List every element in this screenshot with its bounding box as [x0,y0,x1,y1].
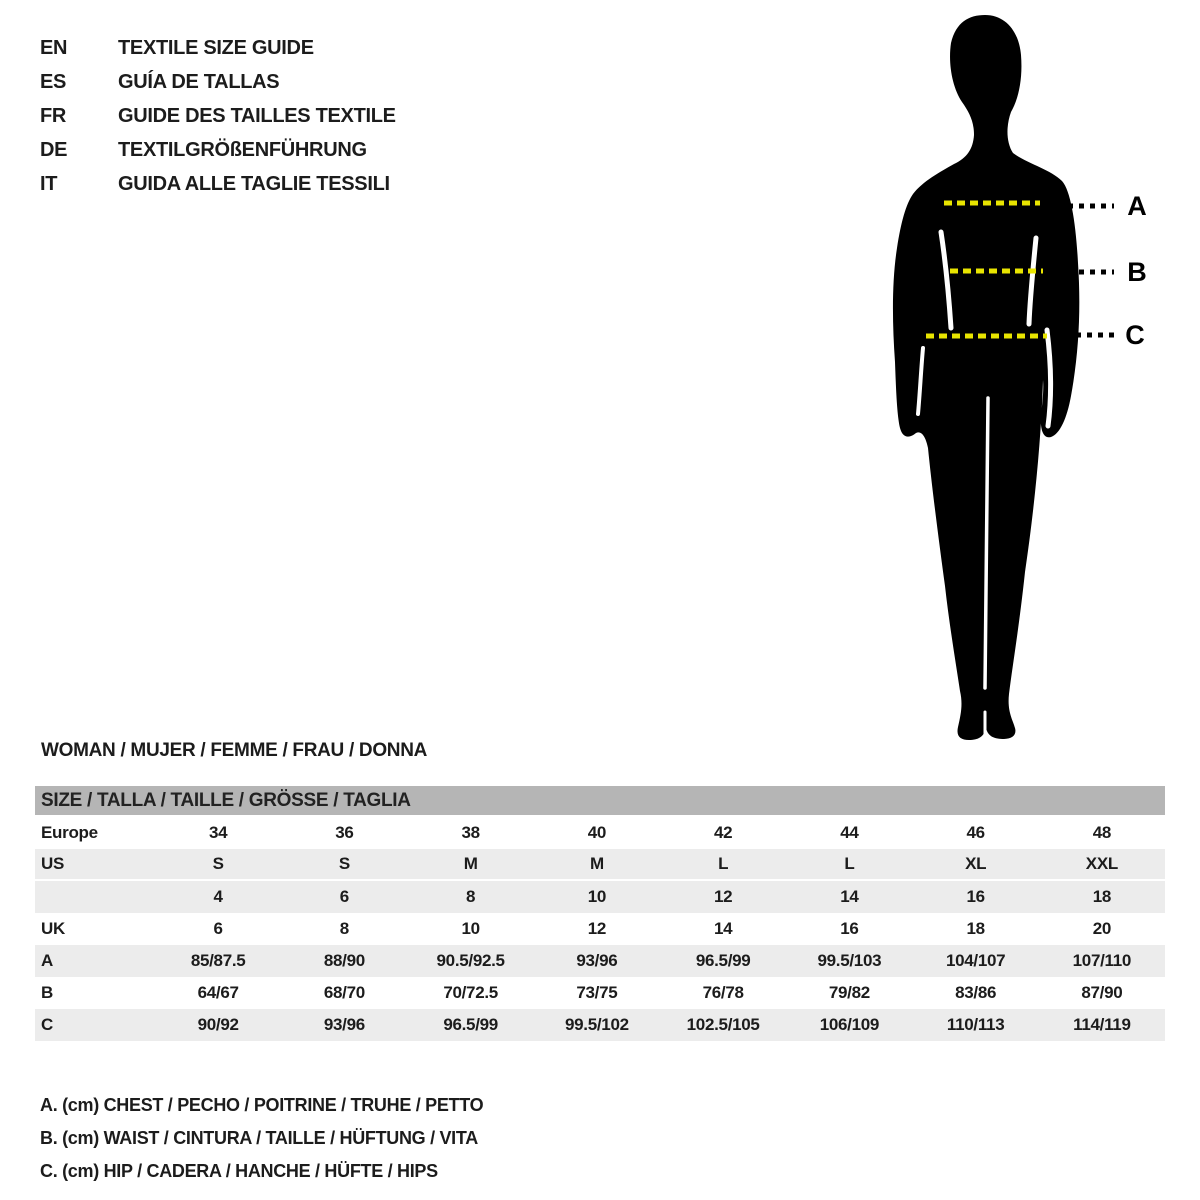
row-label: Europe [41,823,98,842]
table-cell: 88/90 [323,951,365,970]
table-cell: 40 [587,823,607,842]
table-cell: 99.5/102 [564,1015,629,1034]
table-cell: 83/86 [955,983,997,1002]
table-cell: 79/82 [828,983,870,1002]
language-code: ES [40,71,67,93]
table-row-us-letter [35,849,1165,881]
table-cell: 38 [461,823,480,842]
table-cell: 110/113 [946,1015,1005,1034]
waist-label: B [1127,257,1147,287]
table-cell: 6 [339,887,349,906]
chest-label: A [1127,191,1147,221]
table-cell: S [338,854,350,873]
language-title: GUIDA ALLE TAGLIE TESSILI [118,173,390,195]
table-cell: 73/75 [576,983,618,1002]
row-label: A [41,951,53,970]
language-title: GUÍA DE TALLAS [118,71,280,93]
table-cell: 42 [713,823,733,842]
row-label: C [41,1015,53,1034]
language-code: IT [40,173,58,195]
table-cell: 102.5/105 [686,1015,760,1034]
table-cell: 96.5/99 [695,951,751,970]
table-cell: XXL [1085,854,1118,873]
size-table [35,786,1165,1041]
table-cell: 96.5/99 [443,1015,498,1034]
table-cell: 8 [466,887,476,906]
table-cell: 12 [713,887,733,906]
language-title: TEXTILGRÖßENFÜHRUNG [118,139,367,161]
row-label: US [41,854,65,873]
table-row-us-number [35,881,1165,913]
table-cell: 12 [587,919,607,938]
language-code: EN [40,37,68,59]
language-title: TEXTILE SIZE GUIDE [118,37,314,59]
table-cell: 6 [213,919,223,938]
table-cell: 99.5/103 [817,951,882,970]
table-cell: 64/67 [197,983,239,1002]
table-cell: 8 [339,919,349,938]
table-cell: L [844,854,855,873]
table-cell: 18 [966,919,985,938]
row-label: UK [41,919,65,938]
table-cell: 46 [966,823,985,842]
measurement-legend [40,1089,483,1188]
legend-hip: C. (cm) HIP / CADERA / HANCHE / HÜFTE / HIPS [40,1161,438,1181]
table-cell: 16 [966,887,985,906]
table-cell: 106/109 [819,1015,880,1034]
table-cell: M [463,854,478,873]
table-cell: 107/110 [1072,951,1132,970]
table-cell: 20 [1092,919,1112,938]
table-cell: 10 [587,887,607,906]
table-cell: XL [965,854,987,873]
table-cell: 70/72.5 [443,983,498,1002]
table-cell: 93/96 [576,951,618,970]
table-cell: M [589,854,604,873]
table-cell: 18 [1092,887,1112,906]
table-cell: 104/107 [945,951,1006,970]
woman-silhouette-image [885,10,1200,750]
table-cell: 114/119 [1073,1015,1131,1034]
table-cell: 4 [213,887,223,906]
legend-chest: A. (cm) CHEST / PECHO / POITRINE / TRUHE / PETTO [40,1095,484,1115]
table-cell: 90.5/92.5 [436,951,505,970]
table-row-hip [35,1009,1165,1041]
language-code: FR [40,105,67,127]
language-title: GUIDE DES TAILLES TEXTILE [118,105,396,127]
table-cell: L [718,854,729,873]
language-code: DE [40,139,68,161]
table-cell: 34 [208,823,228,842]
table-cell: 14 [840,887,859,906]
table-row-waist [35,977,1165,1009]
table-row-uk [35,913,1165,945]
table-cell: 44 [840,823,859,842]
table-cell: 68/70 [323,983,365,1002]
table-cell: 14 [713,919,733,938]
table-cell: 93/96 [323,1015,365,1034]
hip-label: C [1125,320,1145,350]
table-cell: 10 [461,919,480,938]
size-table-header: SIZE / TALLA / TAILLE / GRÖSSE / TAGLIA [35,786,1165,815]
table-cell: S [212,854,224,873]
table-cell: 36 [335,823,354,842]
table-row-europe [35,817,1165,849]
table-row-chest [35,945,1165,977]
row-label [35,881,155,913]
table-cell: 76/78 [702,983,744,1002]
table-cell: 87/90 [1081,983,1123,1002]
section-heading-woman: WOMAN / MUJER / FEMME / FRAU / DONNA [41,740,428,761]
table-cell: 16 [840,919,859,938]
table-cell: 90/92 [197,1015,239,1034]
table-cell: 48 [1092,823,1112,842]
table-cell: 85/87.5 [190,951,246,970]
row-label: B [41,983,53,1002]
legend-waist: B. (cm) WAIST / CINTURA / TAILLE / HÜFTUNG / VITA [40,1128,478,1148]
